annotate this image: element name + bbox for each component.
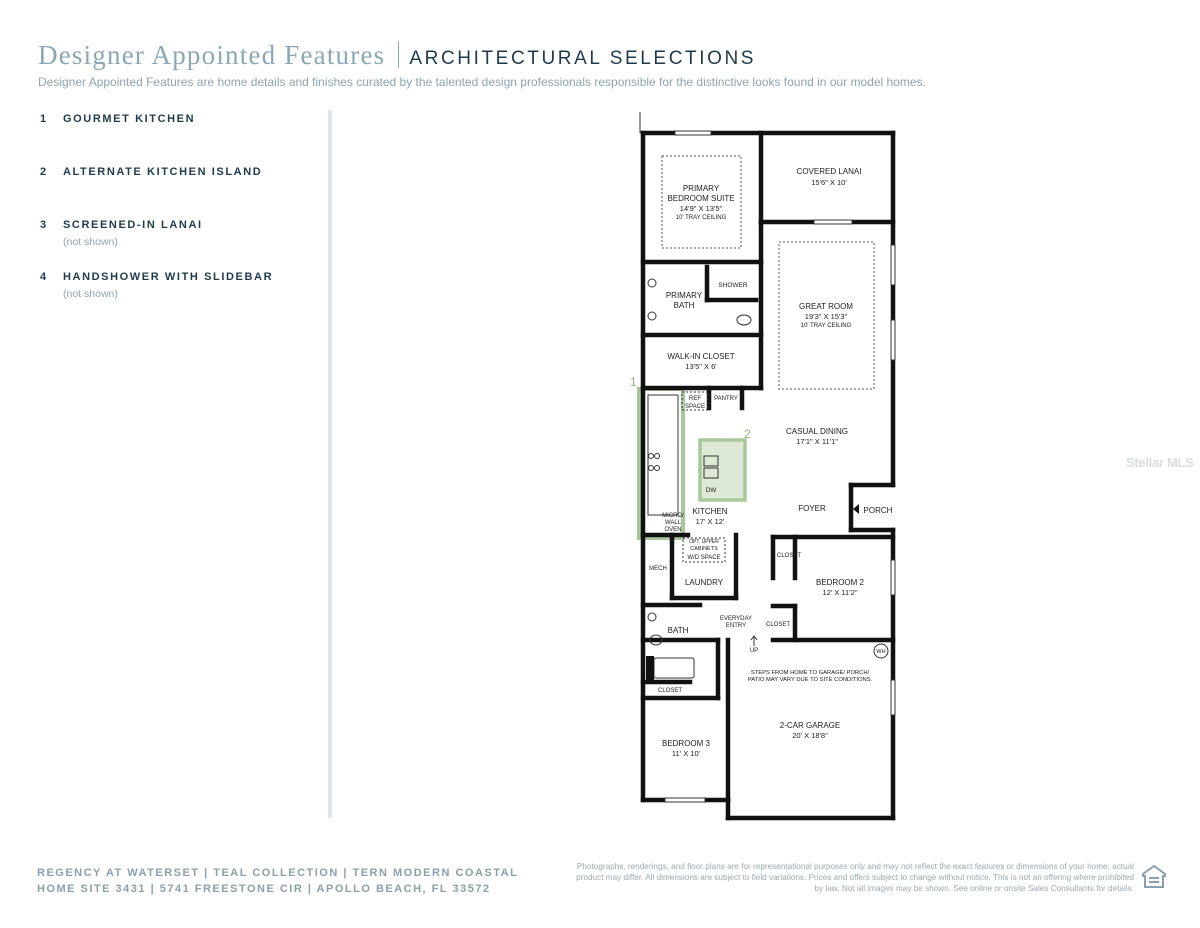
pantry-label: PANTRY bbox=[714, 396, 738, 402]
garage-label: 2-CAR GARAGE bbox=[779, 721, 841, 730]
primary-bedroom-label-2: BEDROOM SUITE bbox=[667, 194, 735, 203]
great-room-label: GREAT ROOM bbox=[799, 302, 853, 311]
shower-label: SHOWER bbox=[718, 282, 748, 289]
bath-label: BATH bbox=[667, 626, 689, 635]
feature-number: 4 bbox=[40, 271, 47, 283]
feature-number: 3 bbox=[40, 219, 47, 231]
everyday-entry-label-2: ENTRY bbox=[725, 623, 747, 629]
mech-label: MECH bbox=[649, 566, 667, 572]
porch-arrow-icon bbox=[853, 504, 859, 514]
feature-name: SCREENED-IN LANAI bbox=[63, 219, 203, 231]
tub-wall bbox=[646, 656, 654, 680]
page-header bbox=[38, 40, 756, 71]
bedroom2-label: BEDROOM 2 bbox=[815, 578, 865, 587]
dw-label: DW bbox=[705, 487, 717, 494]
great-room-dim: 19'3" X 15'3" bbox=[804, 312, 848, 321]
kitchen-label: KITCHEN bbox=[692, 507, 728, 516]
kitchen-dim: 17' X 12' bbox=[695, 517, 725, 526]
page-title: Designer Appointed Features bbox=[38, 40, 386, 70]
foyer-label: FOYER bbox=[798, 504, 826, 513]
walk-in-closet-label: WALK-IN CLOSET bbox=[667, 352, 735, 361]
primary-bath-label: PRIMARY bbox=[665, 291, 703, 300]
bedroom3-dim: 11' X 10' bbox=[671, 749, 701, 758]
feature-name: ALTERNATE KITCHEN ISLAND bbox=[63, 166, 263, 178]
up-label: UP bbox=[749, 648, 759, 654]
micro-oven-label: MICRO/ bbox=[662, 513, 684, 519]
walk-in-closet-dim: 13'5" X 6' bbox=[685, 362, 717, 371]
laundry-label: LAUNDRY bbox=[684, 578, 724, 587]
micro-oven-label-3: OVEN bbox=[664, 527, 682, 533]
casual-dining-dim: 17'1" X 11'1" bbox=[796, 437, 838, 446]
wd-space-label: W/D SPACE bbox=[687, 555, 721, 561]
floor-plan bbox=[600, 105, 910, 825]
vertical-divider bbox=[328, 110, 332, 818]
footer-line-1: REGENCY AT WATERSET | TEAL COLLECTION | TERN MODERN COASTAL bbox=[37, 867, 519, 879]
covered-lanai-label: COVERED LANAI bbox=[796, 167, 862, 176]
cabinets-label: OPT. UPPER bbox=[689, 539, 719, 545]
room-labels bbox=[649, 167, 893, 758]
marker-2: 2 bbox=[744, 427, 751, 441]
great-room-note: 10' TRAY CEILING bbox=[800, 323, 852, 329]
feature-number: 2 bbox=[40, 166, 47, 178]
marker-1: 1 bbox=[630, 375, 637, 389]
covered-lanai-dim: 15'6" X 10' bbox=[811, 178, 847, 187]
bedroom3-label: BEDROOM 3 bbox=[661, 739, 711, 748]
primary-bedroom-note: 10' TRAY CEILING bbox=[675, 215, 727, 221]
primary-bath-label-2: BATH bbox=[673, 301, 695, 310]
steps-note-2: PATIO MAY VARY DUE TO SITE CONDITIONS. bbox=[747, 677, 873, 683]
watermark: Stellar MLS bbox=[1126, 455, 1194, 470]
bedroom2-dim: 12' X 11'2" bbox=[822, 588, 858, 597]
footer-community-info bbox=[37, 865, 518, 897]
primary-bedroom-dim: 14'9" X 13'5" bbox=[679, 204, 723, 213]
feature-note: (not shown) bbox=[63, 288, 118, 300]
steps-note: STEPS FROM HOME TO GARAGE/ PORCH/ bbox=[750, 670, 870, 676]
cabinets-label-2: CABINETS bbox=[690, 546, 718, 552]
feature-name: HANDSHOWER WITH SLIDEBAR bbox=[63, 271, 274, 283]
equal-housing-icon bbox=[1140, 863, 1168, 891]
ref-space-label-2: SPACE bbox=[685, 404, 705, 410]
porch-label: PORCH bbox=[863, 506, 893, 515]
feature-number: 1 bbox=[40, 113, 47, 125]
footer-disclaimer: Photographs, renderings, and floor plans are for representational purposes only and may not reflect the exact features or dimensions of your home; actual product may differ. All dimensions are subject to field variations. Prices and offers subject to change without notice. This is not an offering where prohibited by law. Not all images may be shown. See online or onsite Sales Consultants for details. bbox=[576, 862, 1134, 893]
section-title: ARCHITECTURAL SELECTIONS bbox=[409, 48, 757, 69]
closet-label-bedroom3: CLOSET bbox=[657, 688, 683, 694]
primary-bedroom-label: PRIMARY bbox=[682, 184, 720, 193]
closet-label-bedroom2: CLOSET bbox=[776, 553, 802, 559]
everyday-entry-label: EVERYDAY bbox=[719, 616, 753, 622]
title-divider bbox=[398, 42, 399, 68]
feature-name: GOURMET KITCHEN bbox=[63, 113, 196, 125]
ref-space-label: REF bbox=[689, 396, 701, 402]
page-subtitle: Designer Appointed Features are home details and finishes curated by the talented design professionals responsible for the distinctive looks found in our model homes. bbox=[38, 75, 926, 89]
footer-line-2: HOME SITE 3431 | 5741 FREESTONE CIR | APOLLO BEACH, FL 33572 bbox=[37, 883, 491, 895]
closet-label-entry: CLOSET bbox=[765, 622, 791, 628]
wh-label: WH bbox=[876, 649, 886, 655]
micro-oven-label-2: WALL bbox=[664, 520, 682, 526]
garage-dim: 20' X 18'8" bbox=[792, 731, 828, 740]
feature-note: (not shown) bbox=[63, 236, 118, 248]
walls bbox=[643, 133, 893, 818]
casual-dining-label: CASUAL DINING bbox=[786, 427, 848, 436]
